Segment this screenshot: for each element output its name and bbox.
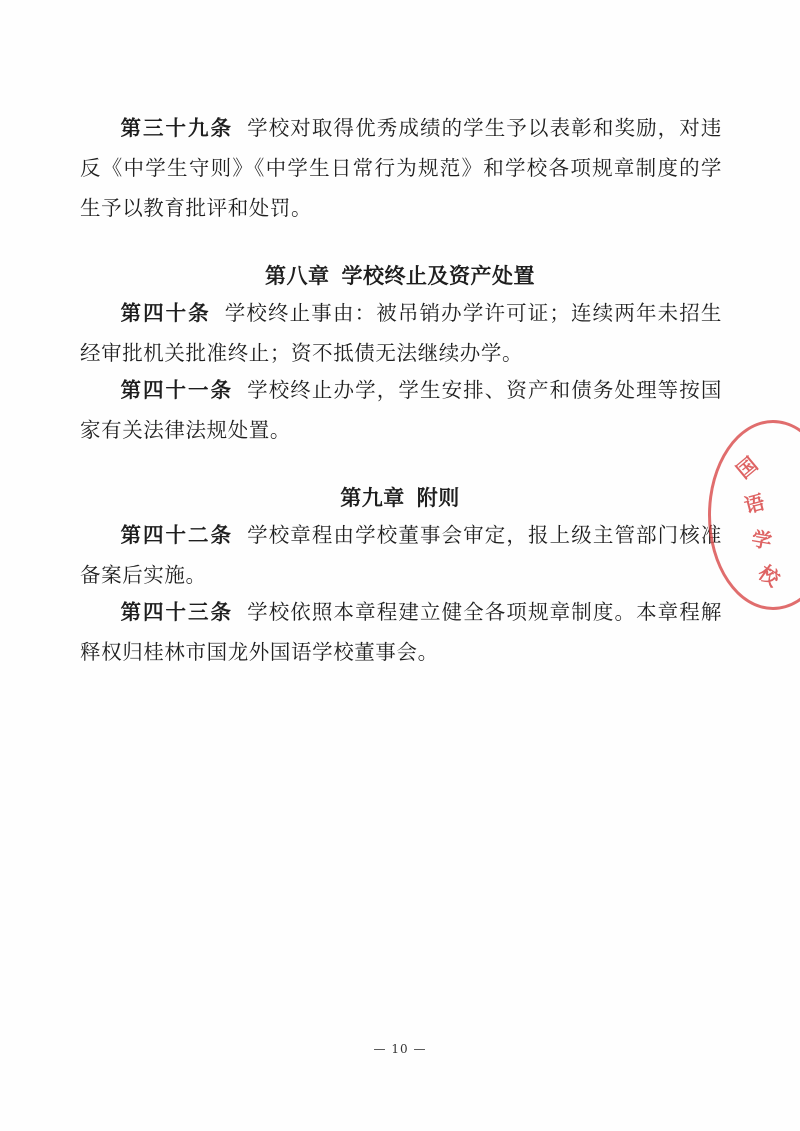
chapter-8-title: 学校终止及资产处置 <box>341 264 535 288</box>
chapter-8-heading <box>0 261 800 291</box>
seal-char-2: 语 <box>741 489 768 519</box>
chapter-9-title: 附则 <box>416 486 460 510</box>
article-39-number: 第三十九条 <box>120 116 234 140</box>
article-43-number: 第四十三条 <box>120 600 234 624</box>
article-39 <box>80 108 722 228</box>
article-41-number: 第四十一条 <box>120 378 234 402</box>
seal-char-1: 国 <box>731 452 763 484</box>
article-42 <box>80 515 722 595</box>
seal-char-3: 学 <box>749 526 774 554</box>
article-41-text: 学校终止办学，学生安排、资产和债务处理等按国家有关法律法规处置。 <box>80 378 723 442</box>
chapter-8-number: 第八章 <box>265 264 330 288</box>
article-39-text: 学校对取得优秀成绩的学生予以表彰和奖励，对违反《中学生守则》《中学生日常行为规范》和学校各项规章制度的学生予以教育批评和处罚。 <box>80 116 723 220</box>
article-43 <box>80 592 722 672</box>
article-40 <box>80 293 722 373</box>
chapter-9-number: 第九章 <box>340 486 405 510</box>
article-40-number: 第四十条 <box>120 301 211 325</box>
seal-char-4: 校 <box>754 560 785 592</box>
article-43-text: 学校依照本章程建立健全各项规章制度。本章程解释权归桂林市国龙外国语学校董事会。 <box>80 600 723 664</box>
page-number: — 10 — <box>373 1042 427 1056</box>
article-40-text: 学校终止事由：被吊销办学许可证；连续两年未招生经审批机关批准终止；资不抵债无法继续办学。 <box>80 301 723 365</box>
article-42-text: 学校章程由学校董事会审定，报上级主管部门核准备案后实施。 <box>80 523 723 587</box>
article-42-number: 第四十二条 <box>120 523 234 547</box>
chapter-9-heading <box>0 483 800 513</box>
article-41 <box>80 370 722 450</box>
